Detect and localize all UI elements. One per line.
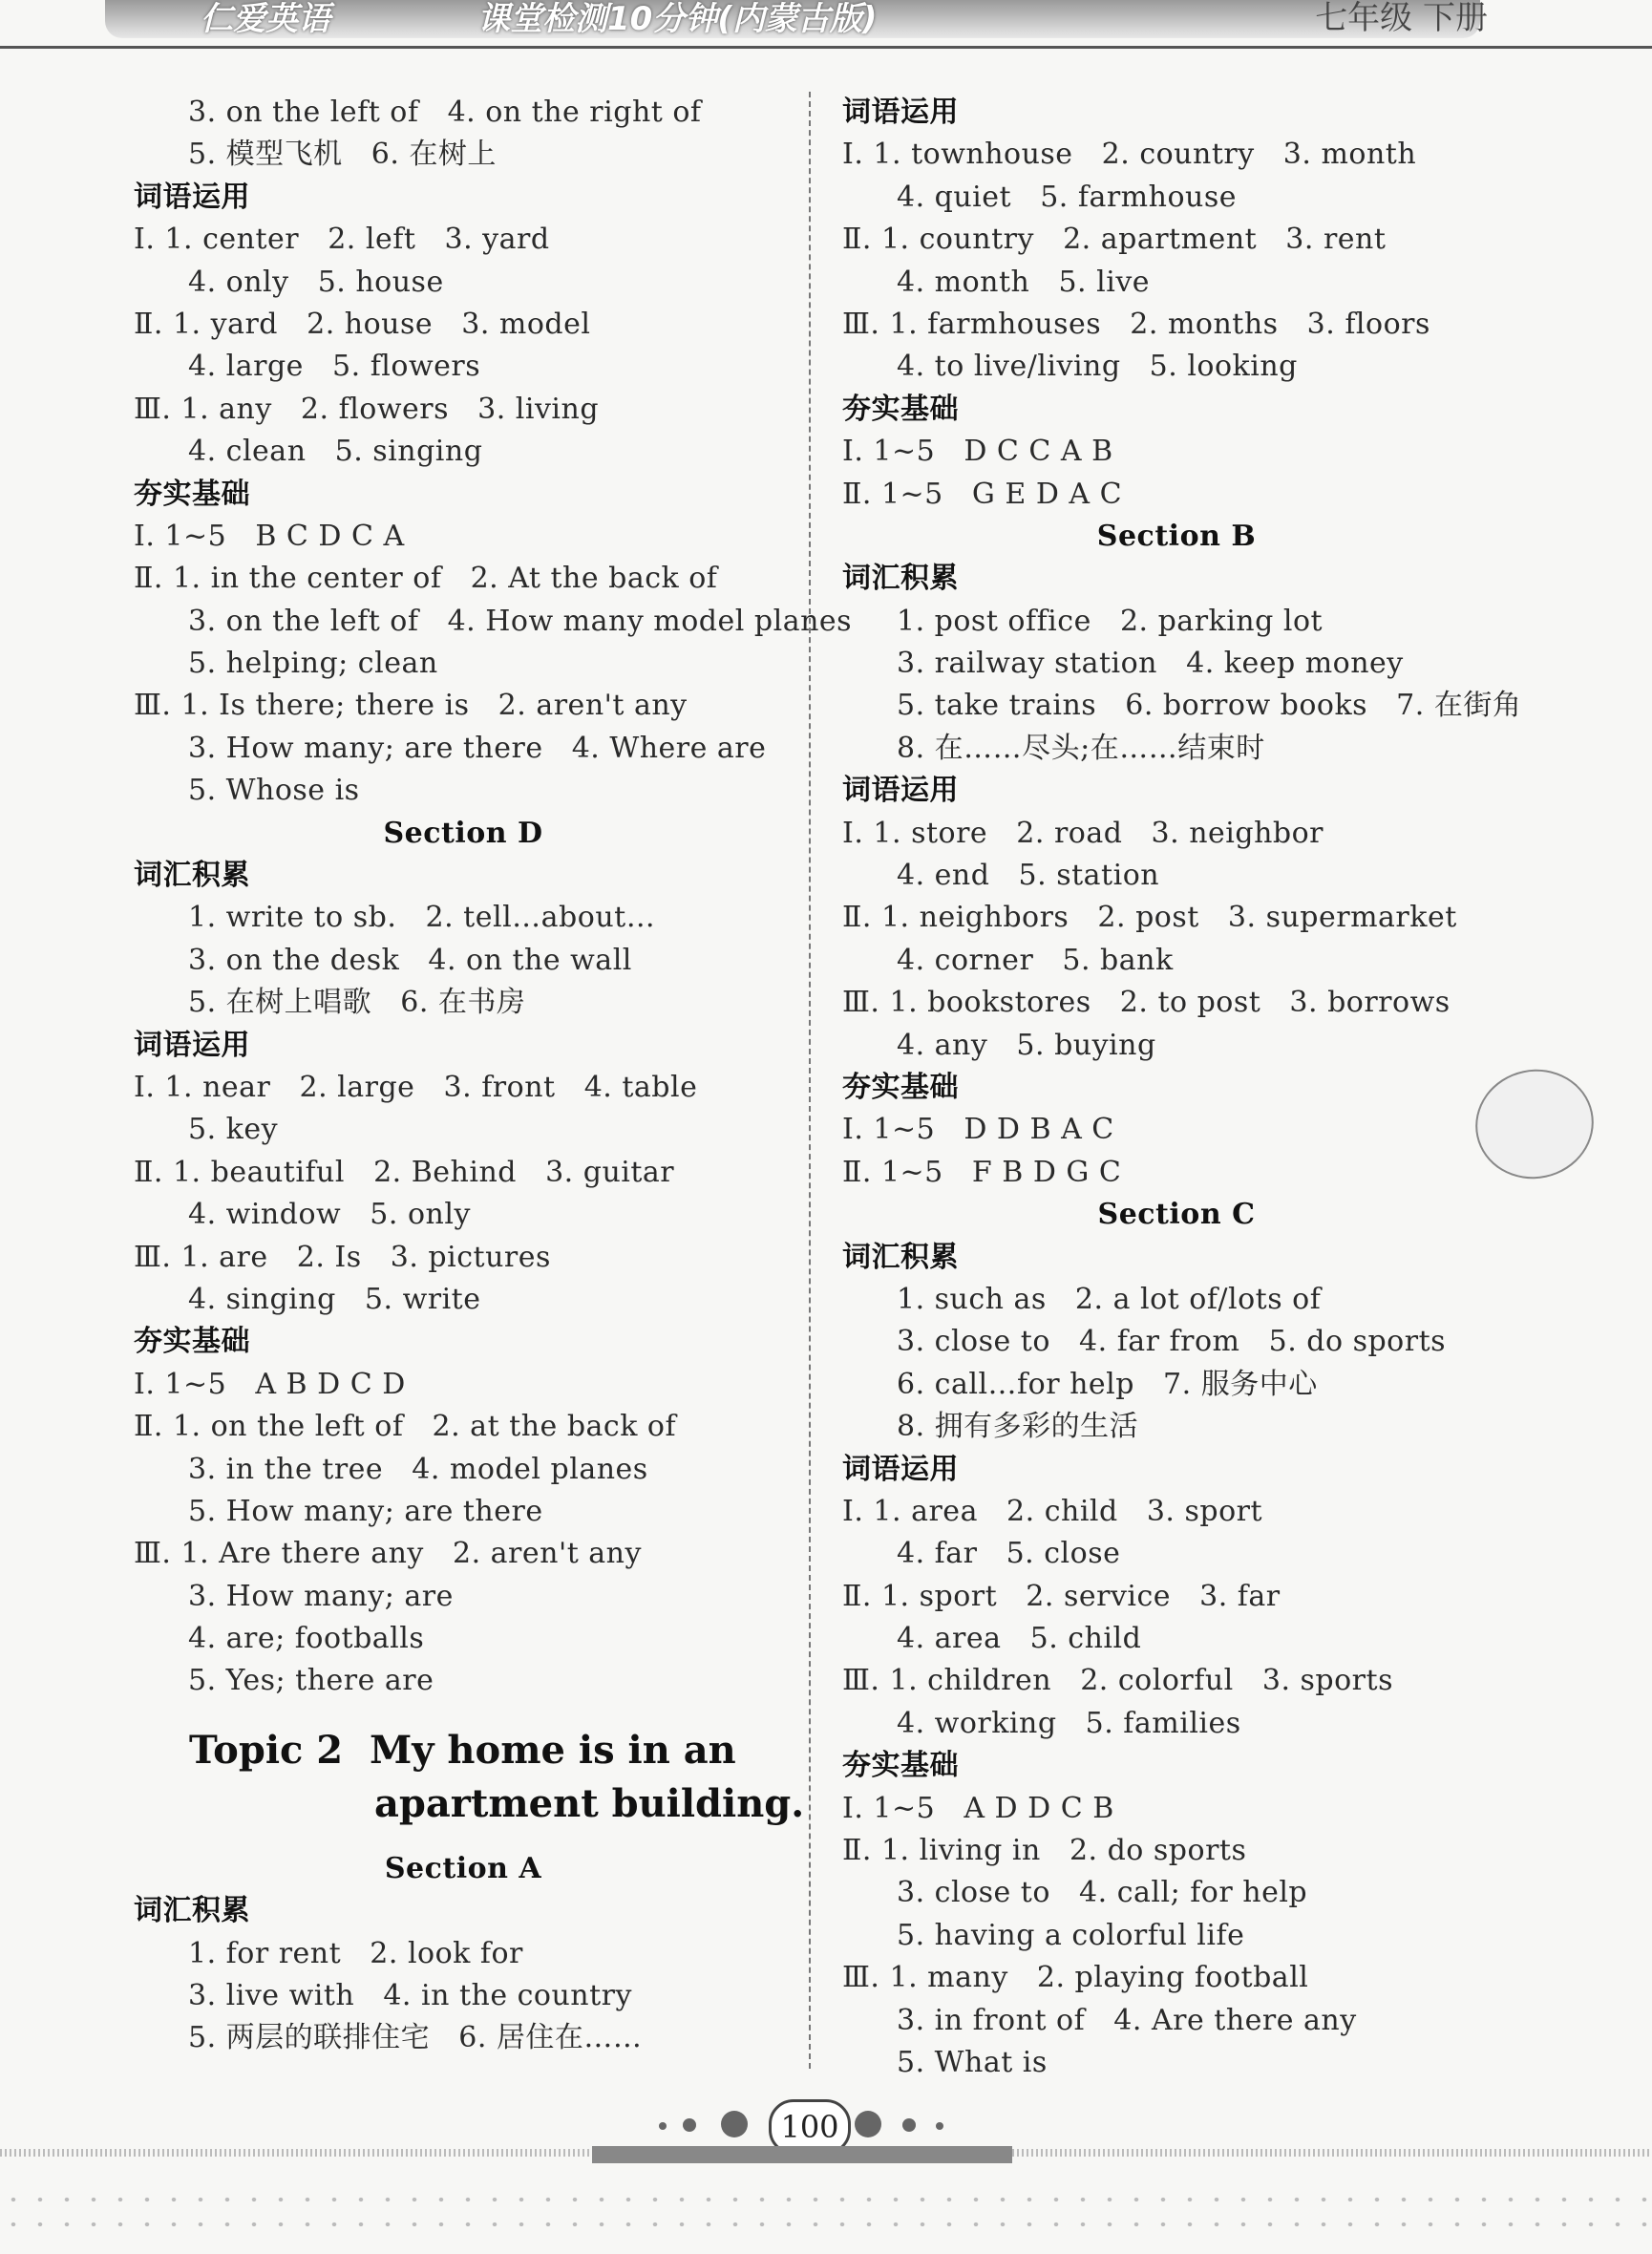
answer-line: Ⅱ. 1. on the left of 2. at the back of (134, 1410, 677, 1444)
answer-line: 3. live with 4. in the country (188, 1979, 632, 2013)
answer-line: Ⅲ. 1. Is there; there is 2. aren't any (134, 689, 688, 723)
footer-dot-icon (683, 2118, 696, 2132)
answer-line: 1. such as 2. a lot of/lots of (897, 1282, 1322, 1316)
answer-line: Ⅰ. 1. area 2. child 3. sport (842, 1494, 1263, 1528)
answer-line: 5. 两层的联排住宅 6. 居住在…… (188, 2021, 643, 2055)
answer-line: Ⅱ. 1. beautiful 2. Behind 3. guitar (134, 1155, 675, 1189)
section-heading: 词语运用 (842, 1452, 959, 1486)
section-heading: 词汇积累 (134, 1894, 250, 1928)
answer-line: 5. key (188, 1113, 279, 1147)
footer-pattern (0, 2187, 1652, 2244)
answer-line: 5. Whose is (188, 774, 360, 808)
answer-line: Ⅲ. 1. bookstores 2. to post 3. borrows (842, 986, 1451, 1020)
answer-line: 5. Yes; there are (188, 1664, 434, 1698)
section-heading: 夯实基础 (842, 1070, 959, 1104)
page-header (0, 0, 1652, 49)
answer-line: Ⅲ. 1. are 2. Is 3. pictures (134, 1240, 551, 1274)
answer-line: 4. corner 5. bank (897, 943, 1174, 977)
section-heading: 词语运用 (134, 180, 250, 214)
answer-line: 4. month 5. live (897, 265, 1151, 299)
section-heading: 词语运用 (134, 1028, 250, 1062)
section-heading: 词汇积累 (842, 1240, 959, 1274)
answer-line: 3. railway station 4. keep money (897, 647, 1404, 681)
footer-dot-icon (721, 2111, 748, 2137)
answer-line: 4. large 5. flowers (188, 350, 481, 384)
answer-line: Ⅰ. 1~5 A B D C D (134, 1367, 406, 1401)
section-heading: 词语运用 (842, 96, 959, 129)
answer-line: Ⅰ. 1. store 2. road 3. neighbor (842, 816, 1324, 850)
answer-line: 4. are; footballs (188, 1622, 425, 1656)
answer-line: Ⅱ. 1. yard 2. house 3. model (134, 307, 591, 341)
answer-line: Ⅰ. 1. townhouse 2. country 3. month (842, 138, 1417, 172)
answer-line: 8. 拥有多彩的生活 (897, 1410, 1139, 1444)
section-title: Section D (383, 816, 543, 850)
answer-line: Ⅱ. 1. living in 2. do sports (842, 1834, 1247, 1868)
answer-line: 4. area 5. child (897, 1622, 1142, 1656)
answer-line: 1. write to sb. 2. tell…about… (188, 901, 656, 935)
section-heading: 词汇积累 (842, 562, 959, 596)
answer-line: Ⅲ. 1. Are there any 2. aren't any (134, 1537, 642, 1571)
left-column (134, 92, 853, 2060)
answer-line: 5. 模型飞机 6. 在树上 (188, 138, 497, 172)
answer-line: 3. close to 4. far from 5. do sports (897, 1325, 1447, 1359)
answer-line: 5. 在树上唱歌 6. 在书房 (188, 986, 526, 1020)
section-heading: 夯实基础 (134, 477, 250, 511)
answer-line: 4. any 5. buying (897, 1028, 1156, 1062)
answer-line: 3. in the tree 4. model planes (188, 1452, 648, 1486)
answer-line: 5. having a colorful life (897, 1918, 1245, 1952)
answer-line: 8. 在……尽头;在……结束时 (897, 731, 1265, 765)
answer-line: 4. far 5. close (897, 1537, 1121, 1571)
answer-line: Ⅱ. 1. neighbors 2. post 3. supermarket (842, 901, 1457, 935)
answer-line: 3. How many; are there 4. Where are (188, 731, 767, 765)
section-heading: 词汇积累 (134, 859, 250, 893)
answer-line: 3. in front of 4. Are there any (897, 2003, 1357, 2037)
answer-line: 3. close to 4. call; for help (897, 1876, 1308, 1910)
answer-line: Ⅰ. 1. center 2. left 3. yard (134, 223, 550, 257)
section-heading: 夯实基础 (842, 392, 959, 426)
section-heading: 词语运用 (842, 774, 959, 808)
answer-line: 4. clean 5. singing (188, 435, 483, 469)
answer-line: Ⅰ. 1~5 A D D C B (842, 1791, 1114, 1825)
footer-dot-icon (855, 2111, 881, 2137)
answer-line: 5. take trains 6. borrow books 7. 在街角 (897, 689, 1522, 723)
footer-bar (592, 2146, 1012, 2163)
answer-line: Ⅰ. 1~5 D D B A C (842, 1113, 1114, 1147)
answer-line: Ⅱ. 1. country 2. apartment 3. rent (842, 223, 1387, 257)
answer-line: 4. singing 5. write (188, 1282, 481, 1316)
answer-line: Ⅱ. 1~5 F B D G C (842, 1155, 1122, 1189)
book-series-title: 仁爱英语 (201, 0, 330, 38)
footer-dot-icon (936, 2122, 943, 2130)
answer-line: Ⅰ. 1~5 D C C A B (842, 435, 1113, 469)
answer-line: 5. helping; clean (188, 647, 438, 681)
answer-line: Ⅱ. 1. in the center of 2. At the back of (134, 562, 718, 596)
section-title: Section A (384, 1851, 542, 1885)
answer-line: 3. on the left of 4. on the right of (188, 96, 702, 129)
answer-line: Ⅲ. 1. farmhouses 2. months 3. floors (842, 307, 1430, 341)
footer-dot-icon (659, 2122, 667, 2130)
answer-line: Ⅱ. 1. sport 2. service 3. far (842, 1579, 1281, 1613)
answer-line: Ⅰ. 1. near 2. large 3. front 4. table (134, 1070, 698, 1104)
answer-line: 4. to live/living 5. looking (897, 350, 1298, 384)
section-title: Section C (1097, 1198, 1256, 1232)
answer-line: 4. end 5. station (897, 859, 1160, 893)
book-subtitle: 课堂检测10分钟(内蒙古版) (477, 0, 878, 38)
answer-line: 4. window 5. only (188, 1198, 471, 1232)
answer-line: Ⅲ. 1. any 2. flowers 3. living (134, 392, 600, 426)
answer-line: 5. How many; are there (188, 1494, 543, 1528)
answer-line: 4. working 5. families (897, 1706, 1241, 1740)
answer-line: 1. post office 2. parking lot (897, 604, 1324, 638)
answer-line: 4. quiet 5. farmhouse (897, 180, 1237, 214)
answer-line: 1. for rent 2. look for (188, 1936, 523, 1970)
answer-line: Ⅱ. 1~5 G E D A C (842, 477, 1123, 511)
column-divider (809, 92, 811, 2069)
answer-line: 4. only 5. house (188, 265, 444, 299)
footer-dot-icon (902, 2118, 916, 2132)
answer-line: Ⅲ. 1. many 2. playing football (842, 1961, 1309, 1995)
answer-line: 3. on the desk 4. on the wall (188, 943, 632, 977)
answer-line: Ⅰ. 1~5 B C D C A (134, 519, 405, 553)
answer-line: 3. How many; are (188, 1579, 454, 1613)
answer-line: 5. What is (897, 2045, 1048, 2079)
topic-title: Topic 2 My home is in an (189, 1727, 736, 1773)
section-heading: 夯实基础 (134, 1325, 250, 1359)
section-title: Section B (1096, 519, 1257, 553)
answer-line: 6. call…for help 7. 服务中心 (897, 1367, 1318, 1401)
page-number: 100 (769, 2099, 851, 2155)
section-heading: 夯实基础 (842, 1749, 959, 1783)
topic-title-line2: apartment building. (374, 1780, 805, 1826)
grade-label: 七年级 下册 (1315, 0, 1488, 37)
right-column (842, 92, 1522, 2084)
answer-line: Ⅲ. 1. children 2. colorful 3. sports (842, 1664, 1393, 1698)
answer-line: 3. on the left of 4. How many model planes (188, 604, 853, 638)
